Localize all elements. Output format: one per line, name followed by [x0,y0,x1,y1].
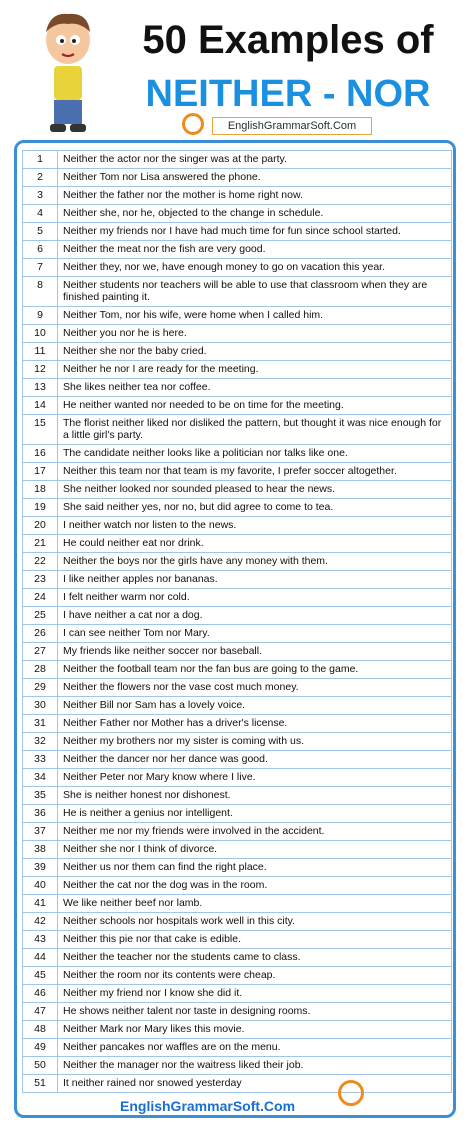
table-row [23,307,452,325]
row-number: 14 [23,397,58,415]
row-number: 3 [23,187,58,205]
row-number: 47 [23,1003,58,1021]
example-sentence: I like neither apples nor bananas. [58,571,452,589]
example-sentence: Neither pancakes nor waffles are on the menu. [58,1039,452,1057]
example-sentence: She likes neither tea nor coffee. [58,379,452,397]
row-number: 22 [23,553,58,571]
table-row [23,343,452,361]
header [0,0,474,140]
row-number: 21 [23,535,58,553]
table-row [23,787,452,805]
example-sentence: The florist neither liked nor disliked the pattern, but thought it was nice enough for a little girl's party. [58,415,452,445]
brand-logo-icon [182,113,204,135]
table-row [23,949,452,967]
example-sentence: Neither Tom nor Lisa answered the phone. [58,169,452,187]
example-sentence: I can see neither Tom nor Mary. [58,625,452,643]
example-sentence: Neither this team nor that team is my favorite, I prefer soccer altogether. [58,463,452,481]
example-sentence: Neither schools nor hospitals work well in this city. [58,913,452,931]
row-number: 26 [23,625,58,643]
table-row [23,967,452,985]
row-number: 43 [23,931,58,949]
table-row [23,187,452,205]
row-number: 48 [23,1021,58,1039]
table-row [23,277,452,307]
row-number: 27 [23,643,58,661]
example-sentence: I neither watch nor listen to the news. [58,517,452,535]
row-number: 37 [23,823,58,841]
row-number: 16 [23,445,58,463]
table-row [23,241,452,259]
row-number: 29 [23,679,58,697]
table-row [23,1003,452,1021]
example-sentence: He neither wanted nor needed to be on time for the meeting. [58,397,452,415]
row-number: 36 [23,805,58,823]
row-number: 7 [23,259,58,277]
example-sentence: It neither rained nor snowed yesterday [58,1075,452,1093]
row-number: 33 [23,751,58,769]
title-line-2: NEITHER - NOR [145,73,431,115]
table-row [23,859,452,877]
example-sentence: He is neither a genius nor intelligent. [58,805,452,823]
row-number: 38 [23,841,58,859]
example-sentence: Neither the meat nor the fish are very good. [58,241,452,259]
table-row [23,769,452,787]
row-number: 44 [23,949,58,967]
table-row [23,415,452,445]
example-sentence: Neither the teacher nor the students came to class. [58,949,452,967]
row-number: 34 [23,769,58,787]
table-row [23,499,452,517]
example-sentence: Neither the cat nor the dog was in the room. [58,877,452,895]
example-sentence: Neither she nor the baby cried. [58,343,452,361]
cartoon-boy-icon [28,10,108,138]
row-number: 51 [23,1075,58,1093]
example-sentence: I felt neither warm nor cold. [58,589,452,607]
example-sentence: Neither you nor he is here. [58,325,452,343]
table-row [23,661,452,679]
row-number: 32 [23,733,58,751]
table-row [23,205,452,223]
example-sentence: She is neither honest nor dishonest. [58,787,452,805]
row-number: 40 [23,877,58,895]
title-line-1: 50 Examples of [142,18,434,62]
row-number: 4 [23,205,58,223]
example-sentence: Neither us nor them can find the right place. [58,859,452,877]
table-row [23,1039,452,1057]
table-row [23,571,452,589]
example-sentence: Neither the dancer nor her dance was good. [58,751,452,769]
example-sentence: The candidate neither looks like a politician nor talks like one. [58,445,452,463]
examples-table [22,150,452,1093]
table-row [23,805,452,823]
example-sentence: Neither this pie nor that cake is edible. [58,931,452,949]
row-number: 39 [23,859,58,877]
table-row [23,841,452,859]
table-row [23,1075,452,1093]
row-number: 42 [23,913,58,931]
example-sentence: Neither the actor nor the singer was at the party. [58,151,452,169]
table-row [23,1021,452,1039]
table-row [23,715,452,733]
table-row [23,445,452,463]
example-sentence: Neither she nor I think of divorce. [58,841,452,859]
row-number: 5 [23,223,58,241]
row-number: 35 [23,787,58,805]
table-row [23,535,452,553]
row-number: 46 [23,985,58,1003]
row-number: 24 [23,589,58,607]
row-number: 30 [23,697,58,715]
row-number: 31 [23,715,58,733]
example-sentence: We like neither beef nor lamb. [58,895,452,913]
example-sentence: My friends like neither soccer nor baseball. [58,643,452,661]
row-number: 11 [23,343,58,361]
table-row [23,877,452,895]
row-number: 12 [23,361,58,379]
brand-link[interactable]: EnglishGrammarSoft.Com [212,117,372,135]
row-number: 2 [23,169,58,187]
table-row [23,1057,452,1075]
table-row [23,481,452,499]
row-number: 13 [23,379,58,397]
table-row [23,679,452,697]
row-number: 18 [23,481,58,499]
table-row [23,931,452,949]
example-sentence: Neither Tom, nor his wife, were home when I called him. [58,307,452,325]
example-sentence: He could neither eat nor drink. [58,535,452,553]
table-row [23,361,452,379]
row-number: 25 [23,607,58,625]
table-row [23,823,452,841]
row-number: 20 [23,517,58,535]
example-sentence: Neither the football team nor the fan bus are going to the game. [58,661,452,679]
table-row [23,607,452,625]
row-number: 9 [23,307,58,325]
table-row [23,913,452,931]
example-sentence: Neither he nor I are ready for the meeting. [58,361,452,379]
table-row [23,223,452,241]
table-row [23,553,452,571]
row-number: 6 [23,241,58,259]
example-sentence: Neither Bill nor Sam has a lovely voice. [58,697,452,715]
table-row [23,625,452,643]
example-sentence: Neither the room nor its contents were cheap. [58,967,452,985]
table-row [23,259,452,277]
example-sentence: Neither Mark nor Mary likes this movie. [58,1021,452,1039]
table-row [23,985,452,1003]
table-row [23,733,452,751]
table-row [23,379,452,397]
row-number: 1 [23,151,58,169]
example-sentence: Neither my friend nor I know she did it. [58,985,452,1003]
table-row [23,151,452,169]
row-number: 50 [23,1057,58,1075]
row-number: 17 [23,463,58,481]
table-row [23,397,452,415]
table-row [23,325,452,343]
example-sentence: Neither the father nor the mother is home right now. [58,187,452,205]
example-sentence: Neither they, nor we, have enough money to go on vacation this year. [58,259,452,277]
row-number: 10 [23,325,58,343]
table-row [23,463,452,481]
example-sentence: Neither she, nor he, objected to the change in schedule. [58,205,452,223]
table-row [23,589,452,607]
footer-brand-link[interactable]: EnglishGrammarSoft.Com [120,1098,296,1114]
row-number: 49 [23,1039,58,1057]
table-row [23,697,452,715]
table-row [23,895,452,913]
row-number: 45 [23,967,58,985]
row-number: 41 [23,895,58,913]
row-number: 28 [23,661,58,679]
row-number: 19 [23,499,58,517]
example-sentence: Neither Peter nor Mary know where I live. [58,769,452,787]
example-sentence: Neither the manager nor the waitress liked their job. [58,1057,452,1075]
table-row [23,643,452,661]
table-row [23,169,452,187]
footer-logo-icon [338,1080,364,1106]
example-sentence: I have neither a cat nor a dog. [58,607,452,625]
example-sentence: Neither Father nor Mother has a driver's license. [58,715,452,733]
example-sentence: Neither the flowers nor the vase cost much money. [58,679,452,697]
row-number: 23 [23,571,58,589]
table-row [23,751,452,769]
example-sentence: He shows neither talent nor taste in designing rooms. [58,1003,452,1021]
example-sentence: Neither the boys nor the girls have any money with them. [58,553,452,571]
row-number: 8 [23,277,58,307]
example-sentence: Neither me nor my friends were involved in the accident. [58,823,452,841]
example-sentence: Neither my friends nor I have had much time for fun since school started. [58,223,452,241]
row-number: 15 [23,415,58,445]
example-sentence: She neither looked nor sounded pleased to hear the news. [58,481,452,499]
example-sentence: Neither my brothers nor my sister is coming with us. [58,733,452,751]
example-sentence: She said neither yes, nor no, but did agree to come to tea. [58,499,452,517]
table-row [23,517,452,535]
example-sentence: Neither students nor teachers will be able to use that classroom when they are finished painting it. [58,277,452,307]
